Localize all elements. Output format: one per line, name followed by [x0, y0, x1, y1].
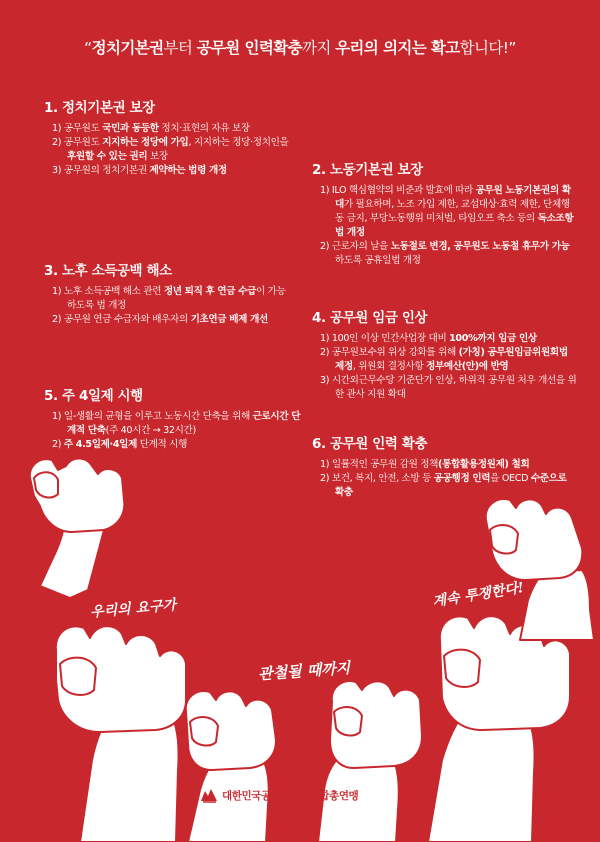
list-item: 2) 근로자의 날을 노동절로 변경, 공무원도 노동절 휴무가 가능하도록 공휴일법 개정: [320, 241, 570, 266]
list-item: 1) 일-생활의 균형을 이루고 노동시간 단축을 위해 근로시간 단계적 단축(주 40시간 → 32시간): [52, 411, 301, 436]
list-item: 1) 공무원도 국민과 동등한 정치·표현의 자유 보장: [52, 123, 250, 134]
list-item: 1) ILO 핵심협약의 비준과 발효에 따라 공무원 노동기본권의 확대가 필요하며, 노조 가입 제한, 교섭대상·효력 제한, 단체행동 금지, 부당노동행위 미처벌, 타임오프 축소 등의 독소조항 법 개정: [320, 185, 574, 238]
headline-part: 부터: [163, 39, 197, 57]
section-title: 2. 노동기본권 보장: [312, 162, 423, 178]
organization-footer: [200, 786, 440, 804]
list-item: 2) 공무원도 지지하는 정당에 가입, 지지하는 정당·정치인을 후원할 수 있는 권리 보장: [52, 137, 289, 162]
section-title: 4. 공무원 임금 인상: [312, 310, 428, 326]
list-item: 3) 공무원의 정치기본권 제약하는 법령 개정: [52, 165, 227, 176]
fist-icon: [56, 626, 186, 842]
list-item: 1) 100인 이상 민간사업장 대비 100%까지 임금 인상: [320, 333, 537, 344]
fist-icon: [428, 616, 570, 842]
headline-part: 우리의 의지는 확고: [335, 39, 460, 57]
list-item: 2) 보건, 복지, 안전, 소방 등 공공행정 인력을 OECD 수준으로 확충: [320, 473, 567, 498]
list-item: 1) 노후 소득공백 해소 관련 정년 퇴직 후 연금 수급이 가능하도록 법 개정: [52, 286, 286, 311]
fist-icon: [186, 691, 276, 842]
section-title: 5. 주 4일제 시행: [44, 388, 143, 404]
open-quote: “: [84, 39, 92, 57]
list-item: 1) 일률적인 공무원 감원 정책(통합활용정원제) 철회: [320, 459, 530, 470]
fist-icon: [318, 681, 422, 842]
headline-part: 공무원 인력확충: [196, 39, 302, 57]
handwritten-slogan: 관철될 때까지: [257, 658, 351, 684]
close-quote: ”: [508, 39, 516, 57]
list-item: 2) 공무원보수위 위상 강화를 위해 (가칭) 공무원임금위원회법 제정, 위원회 결정사항 정부예산(안)에 반영: [320, 347, 568, 372]
handwritten-slogan: 계속 투쟁한다!: [431, 579, 526, 611]
section-title: 3. 노후 소득공백 해소: [44, 263, 172, 279]
section-title: 6. 공무원 인력 확충: [312, 436, 428, 452]
fist-icon: [30, 459, 125, 599]
list-item: 2) 주 4.5일제·4일제 단계적 시행: [52, 439, 188, 450]
section-title: 1. 정치기본권 보장: [44, 100, 155, 116]
list-item: 2) 공무원 연금 수급자와 배우자의 기초연금 배제 개선: [52, 314, 268, 325]
headline-part: 정치기본권: [91, 39, 164, 57]
headline-part: 까지: [301, 39, 336, 57]
list-item: 3) 시간외근무수당 기준단가 인상, 하위직 공무원 처우 개선을 위한 관사 지원 확대: [320, 375, 577, 400]
handwritten-slogan: 우리의 요구가: [89, 597, 177, 621]
union-logo-icon: [200, 787, 218, 803]
organization-name: 대한민국공무원노동조합총연맹: [222, 789, 359, 802]
headline-part: 합니다!: [459, 39, 509, 57]
